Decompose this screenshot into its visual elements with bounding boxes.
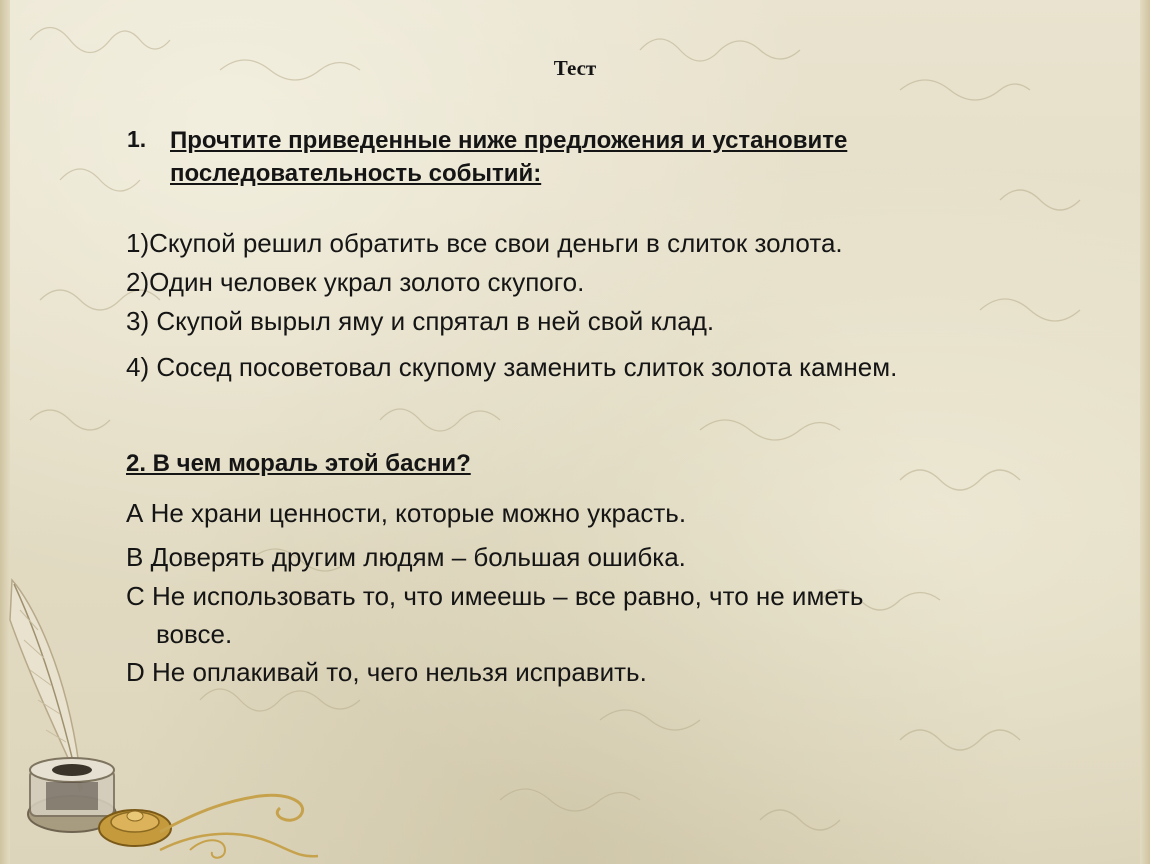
- question-1-number: 1.: [127, 126, 147, 152]
- answer-option-c-continued: вовсе.: [156, 619, 233, 649]
- answer-option-c: С Не использовать то, что имеешь – все равно, что не иметь: [126, 581, 864, 611]
- event-item-1: 1)Скупой решил обратить все свои деньги в слиток золота.: [126, 228, 843, 258]
- slide-title: Тест: [553, 56, 597, 80]
- question-1-instruction: Прочтите приведенные ниже предложения и установите последовательность событий:: [170, 127, 848, 187]
- event-item-3: 3) Скупой вырыл яму и спрятал в ней свой клад.: [126, 306, 715, 336]
- event-item-2: 2)Один человек украл золото скупого.: [126, 267, 585, 297]
- question-2-title: 2. В чем мораль этой басни?: [126, 450, 471, 477]
- answer-option-d: D Не оплакивай то, чего нельзя исправить.: [126, 657, 647, 687]
- answer-option-b: В Доверять другим людям – большая ошибка.: [126, 542, 686, 572]
- answer-option-a: А Не храни ценности, которые можно украсть.: [126, 498, 687, 528]
- slide-border-right: [1140, 0, 1150, 864]
- event-item-4: 4) Сосед посоветовал скупому заменить слиток золота камнем.: [126, 352, 898, 382]
